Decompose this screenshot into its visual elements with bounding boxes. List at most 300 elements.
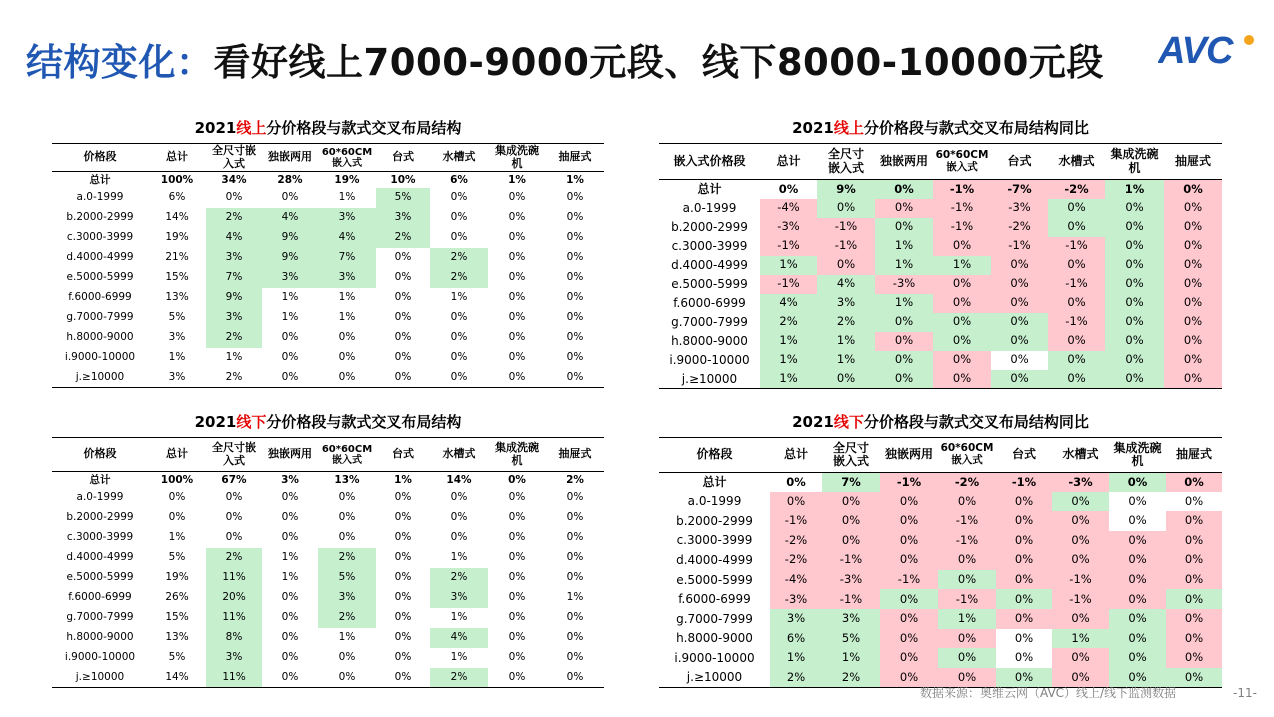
table-cell: 0%	[1109, 668, 1166, 688]
table-cell: 7%	[206, 268, 262, 288]
table-cell: 0%	[875, 313, 933, 332]
table-cell: 0%	[1109, 492, 1166, 512]
table-cell: 0%	[875, 180, 933, 199]
table-cell: 0%	[281, 351, 299, 364]
table-body	[52, 172, 604, 388]
row-label: i.9000-10000	[64, 651, 136, 664]
column-header: 水槽式	[1058, 153, 1095, 168]
table-cell: 0%	[880, 648, 938, 668]
table-cell: 3%	[822, 609, 880, 629]
table-cell: 4%	[318, 228, 376, 248]
row-label: i.9000-10000	[674, 651, 755, 666]
table-cell: 0%	[880, 609, 938, 629]
avc-logo-dot	[1244, 35, 1254, 45]
row-label: g.7000-7999	[671, 315, 748, 329]
table-cell: 0%	[996, 668, 1052, 688]
table-cell: 0%	[281, 671, 299, 683]
row-label: a.0-1999	[76, 191, 124, 204]
table-cell: 67%	[221, 473, 247, 486]
column-header: 抽屉式	[1175, 447, 1212, 462]
panel-title: 2021线上分价格段与款式交叉布局结构	[194, 119, 462, 137]
table-row	[659, 218, 1222, 237]
row-label: a.0-1999	[682, 201, 737, 215]
table-row	[659, 492, 1222, 512]
table-cell: 4%	[430, 628, 488, 648]
table-cell: 8%	[206, 628, 262, 648]
table-cell: 2%	[206, 548, 262, 568]
table-cell: -1%	[991, 237, 1048, 256]
table-cell: 0%	[508, 231, 526, 244]
table-cell: 0%	[1109, 511, 1166, 531]
table-cell: 1%	[450, 611, 468, 624]
table-cell: 0%	[1164, 256, 1222, 275]
table-cell: 0%	[450, 331, 468, 344]
table-cell: 1%	[817, 351, 875, 370]
table-cell: 2%	[225, 371, 243, 383]
table-cell: 14%	[165, 211, 189, 224]
row-label: c.3000-3999	[676, 533, 753, 548]
row-label: a.0-1999	[76, 491, 124, 504]
table-cell: 0%	[1166, 609, 1222, 629]
table-cell: 3%	[168, 331, 186, 344]
table-cell: 0%	[1105, 332, 1164, 351]
avc-logo	[1158, 30, 1258, 70]
table-body	[52, 472, 604, 688]
table-cell: 0%	[938, 629, 996, 649]
row-label: e.5000-5999	[66, 271, 134, 284]
data-source-note: 数据来源：奥维云网（AVC）线上/线下监测数据	[920, 686, 1177, 700]
table-row	[52, 508, 604, 528]
table-cell: 3%	[281, 473, 299, 486]
table-row	[52, 648, 604, 668]
table-cell: 0%	[394, 631, 412, 644]
table-cell: 0%	[880, 550, 938, 570]
table-cell: 0%	[450, 371, 468, 383]
table-cell: -1%	[760, 237, 817, 256]
table-cell: 0%	[394, 551, 412, 564]
table-cell: 0%	[1105, 294, 1164, 313]
table-cell: 0%	[996, 550, 1052, 570]
table-cell: 0%	[991, 313, 1048, 332]
table-cell: 1%	[450, 651, 468, 664]
table-cell: 0%	[281, 611, 299, 624]
table-cell: 11%	[206, 568, 262, 588]
table-cell: 0%	[1166, 531, 1222, 551]
table-cell: 0%	[225, 511, 243, 524]
table-cell: 0%	[338, 671, 356, 683]
table-cell: 0%	[1166, 570, 1222, 590]
table-cell: 0%	[1164, 275, 1222, 294]
table-cell: 0%	[817, 256, 875, 275]
table-cell: 0%	[338, 371, 356, 383]
table-cell: 0%	[1052, 550, 1109, 570]
table-cell: -1%	[996, 473, 1052, 492]
table-row	[52, 488, 604, 508]
table-cell: -1%	[938, 531, 996, 551]
table-cell: -1%	[1052, 570, 1109, 590]
column-header: 水槽式	[1062, 447, 1099, 462]
table-cell: 19%	[334, 173, 360, 186]
table-row	[52, 568, 604, 588]
column-header: 全尺寸嵌入式	[832, 440, 869, 468]
table-cell: 0%	[1164, 237, 1222, 256]
table-cell: 0%	[1109, 609, 1166, 629]
table-cell: 5%	[318, 568, 376, 588]
table-row	[659, 313, 1222, 332]
table-cell: 0%	[508, 551, 526, 564]
table-cell: 0%	[281, 491, 299, 504]
table-cell: 0%	[1109, 531, 1166, 551]
row-label: f.6000-6999	[673, 296, 746, 310]
table-cell: 0%	[566, 651, 584, 664]
table-cell: 0%	[1166, 668, 1222, 688]
table-cell: 0%	[508, 511, 526, 524]
table-cell: 0%	[338, 351, 356, 364]
column-header: 60*60CM嵌入式	[321, 443, 373, 466]
table-cell: 0%	[1105, 351, 1164, 370]
table-cell: 7%	[822, 473, 880, 492]
table-cell: 0%	[450, 351, 468, 364]
table-cell: 100%	[160, 173, 194, 186]
table-cell: 2%	[376, 228, 430, 248]
table-cell: 9%	[206, 288, 262, 308]
table-row	[659, 351, 1222, 370]
table-row	[659, 199, 1222, 218]
table-cell: 13%	[165, 631, 189, 644]
table-cell: 0%	[394, 491, 412, 504]
table-cell: 0%	[996, 609, 1052, 629]
table-cell: 0%	[1048, 218, 1105, 237]
data-table	[52, 143, 604, 388]
table-row	[659, 570, 1222, 590]
table-cell: -7%	[991, 180, 1048, 199]
table-cell: 1%	[281, 571, 299, 584]
table-cell: 5%	[168, 651, 186, 664]
table-cell: 9%	[262, 228, 318, 248]
table-cell: 6%	[450, 173, 468, 186]
table-cell: 0%	[508, 631, 526, 644]
column-header: 抽屉式	[558, 447, 592, 461]
column-header: 总计	[166, 150, 188, 164]
table-cell: 0%	[996, 589, 1052, 609]
table-cell: 0%	[1052, 511, 1109, 531]
row-label: 总计	[697, 182, 722, 197]
table-cell: -1%	[817, 218, 875, 237]
table-cell: 1%	[168, 351, 186, 364]
column-header: 台式	[1007, 153, 1032, 168]
table-cell: 2%	[770, 668, 822, 688]
table-cell: 0%	[933, 237, 991, 256]
column-header: 独嵌两用	[268, 447, 312, 461]
table-cell: 0%	[566, 571, 584, 584]
table-cell: 0%	[225, 531, 243, 544]
row-label: j.≥10000	[75, 671, 125, 683]
table-cell: 0%	[1109, 473, 1166, 492]
table-cell: -3%	[760, 218, 817, 237]
table-row	[659, 294, 1222, 313]
table-cell: -1%	[880, 570, 938, 590]
row-label: e.5000-5999	[671, 277, 748, 291]
table-cell: 0%	[1048, 351, 1105, 370]
table-cell: 1%	[875, 256, 933, 275]
table-cell: 0%	[933, 370, 991, 389]
table-cell: 0%	[991, 332, 1048, 351]
table-cell: 1%	[566, 173, 584, 186]
data-table	[659, 437, 1222, 688]
table-cell: 2%	[430, 668, 488, 688]
table-cell: 1%	[933, 256, 991, 275]
table-cell: 0%	[508, 611, 526, 624]
row-label: b.2000-2999	[66, 211, 134, 224]
column-header: 水槽式	[442, 150, 476, 164]
row-label: f.6000-6999	[678, 592, 751, 607]
table-cell: 13%	[334, 473, 360, 486]
table-cell: 0%	[875, 199, 933, 218]
table-cell: 0%	[508, 651, 526, 664]
column-header: 集成洗碗机	[495, 441, 539, 467]
table-cell: -3%	[991, 199, 1048, 218]
table-cell: 1%	[822, 648, 880, 668]
data-table	[52, 437, 604, 688]
table-row	[659, 370, 1222, 389]
table-cell: 0%	[933, 294, 991, 313]
table-cell: 0%	[817, 199, 875, 218]
column-header: 全尺寸嵌入式	[827, 147, 864, 175]
table-cell: 2%	[206, 328, 262, 348]
table-cell: 0%	[450, 211, 468, 224]
table-cell: 7%	[318, 248, 376, 268]
table-cell: 0%	[938, 550, 996, 570]
table-cell: 0%	[450, 311, 468, 324]
table-cell: -2%	[1048, 180, 1105, 199]
table-cell: 0%	[338, 531, 356, 544]
table-cell: 1%	[394, 473, 412, 486]
column-header: 独嵌两用	[879, 153, 928, 168]
table-cell: 1%	[450, 551, 468, 564]
table-cell: 0%	[394, 671, 412, 683]
table-cell: 0%	[933, 351, 991, 370]
page-number: -11-	[1233, 686, 1257, 700]
table-cell: 0%	[1164, 351, 1222, 370]
table-cell: 0%	[566, 271, 584, 284]
table-cell: 3%	[206, 308, 262, 328]
table-row	[659, 511, 1222, 531]
table-cell: 3%	[318, 268, 376, 288]
table-cell: 19%	[165, 231, 189, 244]
table-cell: 0%	[938, 668, 996, 688]
table-cell: 3%	[376, 208, 430, 228]
table-cell: 0%	[566, 631, 584, 644]
table-cell: 0%	[938, 648, 996, 668]
table-cell: 1%	[338, 311, 356, 324]
table-cell: 0%	[1105, 313, 1164, 332]
table-cell: 0%	[1105, 218, 1164, 237]
table-cell: 0%	[875, 332, 933, 351]
table-cell: 1%	[338, 191, 356, 204]
table-cell: 1%	[1052, 629, 1109, 649]
table-cell: 2%	[817, 313, 875, 332]
table-cell: 0%	[281, 591, 299, 604]
table-cell: 0%	[1052, 648, 1109, 668]
table-cell: 0%	[1166, 648, 1222, 668]
table-cell: 9%	[817, 180, 875, 199]
table-row	[52, 528, 604, 548]
row-label: i.9000-10000	[669, 353, 750, 367]
table-cell: -1%	[1052, 589, 1109, 609]
table-cell: 0%	[566, 491, 584, 504]
table-cell: 11%	[206, 668, 262, 688]
table-cell: 2%	[430, 248, 488, 268]
table-cell: 0%	[508, 311, 526, 324]
table-cell: 0%	[1109, 550, 1166, 570]
table-cell: 0%	[1166, 511, 1222, 531]
table-cell: 0%	[880, 492, 938, 512]
table-cell: 2%	[822, 668, 880, 688]
table-row	[52, 368, 604, 388]
table-cell: 0%	[566, 211, 584, 224]
table-cell: 0%	[450, 191, 468, 204]
row-label: c.3000-3999	[66, 231, 134, 244]
table-cell: 0%	[508, 591, 526, 604]
table-cell: -2%	[938, 473, 996, 492]
column-header: 总计	[166, 447, 188, 461]
table-row	[659, 275, 1222, 294]
table-cell: 0%	[450, 491, 468, 504]
table-cell: 0%	[394, 311, 412, 324]
table-cell: 0%	[1052, 492, 1109, 512]
table-row	[659, 237, 1222, 256]
table-cell: 0%	[1166, 629, 1222, 649]
table-cell: 0%	[508, 211, 526, 224]
page-title	[26, 32, 1104, 86]
table-row	[52, 628, 604, 648]
row-label: c.3000-3999	[66, 531, 134, 544]
table-cell: 0%	[566, 511, 584, 524]
table-cell: 0%	[394, 371, 412, 383]
table-cell: 0%	[566, 351, 584, 364]
table-cell: 21%	[165, 251, 189, 264]
table-cell: 0%	[933, 313, 991, 332]
table-cell: 0%	[991, 294, 1048, 313]
table-cell: 0%	[991, 351, 1048, 370]
table-cell: 0%	[938, 570, 996, 590]
table-cell: 0%	[822, 492, 880, 512]
table-cell: 4%	[262, 208, 318, 228]
table-cell: 0%	[394, 611, 412, 624]
table-cell: 0%	[508, 191, 526, 204]
column-header: 抽屉式	[1174, 153, 1211, 168]
table-cell: 3%	[430, 588, 488, 608]
table-row	[52, 588, 604, 608]
table-cell: 0%	[225, 491, 243, 504]
table-cell: 0%	[281, 531, 299, 544]
table-cell: 1%	[938, 609, 996, 629]
table-cell: 0%	[508, 671, 526, 683]
table-cell: 15%	[165, 271, 189, 284]
table-cell: 1%	[281, 311, 299, 324]
table-cell: -3%	[822, 570, 880, 590]
table-cell: 1%	[281, 551, 299, 564]
row-label: h.8000-9000	[676, 631, 753, 646]
table-row	[52, 288, 604, 308]
table-cell: 1%	[760, 332, 817, 351]
table-cell: 2%	[566, 473, 584, 486]
table-cell: 1%	[338, 291, 356, 304]
table-cell: -1%	[1048, 275, 1105, 294]
table-cell: 0%	[508, 531, 526, 544]
table-cell: 2%	[430, 568, 488, 588]
table-cell: 0%	[168, 511, 186, 524]
table-cell: 0%	[338, 651, 356, 664]
table-cell: 0%	[566, 531, 584, 544]
table-cell: 0%	[991, 370, 1048, 389]
column-header: 60*60CM嵌入式	[940, 442, 994, 466]
table-cell: 0%	[508, 351, 526, 364]
row-label: d.4000-4999	[676, 553, 753, 568]
table-cell: 3%	[770, 609, 822, 629]
table-cell: 3%	[318, 208, 376, 228]
table-cell: 4%	[817, 275, 875, 294]
row-label: h.8000-9000	[66, 631, 134, 644]
table-cell: 14%	[446, 473, 472, 486]
table-cell: -1%	[880, 473, 938, 492]
table-cell: 1%	[875, 237, 933, 256]
table-cell: 0%	[875, 351, 933, 370]
table-cell: 0%	[1105, 370, 1164, 389]
table-cell: 0%	[394, 291, 412, 304]
table-total-row	[52, 172, 604, 188]
table-cell: 0%	[168, 491, 186, 504]
table-cell: 11%	[206, 608, 262, 628]
column-header: 台式	[1011, 447, 1036, 462]
row-label: 总计	[702, 475, 727, 490]
table-cell: 1%	[1105, 180, 1164, 199]
row-label: b.2000-2999	[676, 513, 753, 528]
table-cell: 0%	[1105, 199, 1164, 218]
table-cell: 0%	[394, 571, 412, 584]
table-cell: 0%	[880, 668, 938, 688]
table-cell: 0%	[996, 511, 1052, 531]
table-body	[659, 473, 1222, 688]
column-header: 总计	[776, 153, 801, 168]
column-header: 价格段	[83, 447, 117, 461]
table-total-row	[659, 180, 1222, 199]
table-cell: 4%	[760, 294, 817, 313]
table-cell: 0%	[1052, 609, 1109, 629]
table-cell: 0%	[1048, 199, 1105, 218]
table-cell: 0%	[1166, 473, 1222, 492]
column-header: 嵌入式价格段	[673, 153, 746, 168]
table-cell: 0%	[394, 651, 412, 664]
table-cell: 0%	[394, 351, 412, 364]
table-cell: 34%	[221, 173, 247, 186]
table-cell: -4%	[770, 570, 822, 590]
table-row	[659, 609, 1222, 629]
table-cell: 0%	[566, 231, 584, 244]
table-cell: 0%	[822, 511, 880, 531]
table-cell: 0%	[338, 511, 356, 524]
table-cell: 0%	[875, 370, 933, 389]
table-cell: 1%	[338, 631, 356, 644]
table-cell: 1%	[875, 294, 933, 313]
row-label: e.5000-5999	[66, 571, 134, 584]
table-cell: 0%	[1109, 648, 1166, 668]
table-cell: -1%	[1048, 313, 1105, 332]
table-cell: 0%	[508, 271, 526, 284]
column-header: 抽屉式	[558, 150, 592, 164]
table-cell: 0%	[508, 291, 526, 304]
table-cell: -1%	[817, 237, 875, 256]
